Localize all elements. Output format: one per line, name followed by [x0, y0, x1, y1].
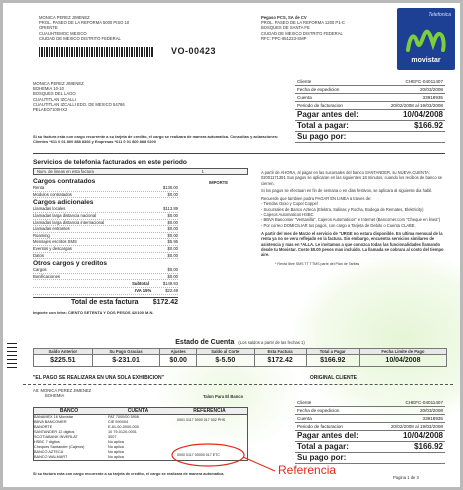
- other-charges-title: Otros cargos y creditos: [33, 260, 108, 268]
- payment-info-list-title: Recuerde que tambien podra PAGAR EN LINEA a traves de:: [261, 196, 372, 202]
- your-payment-row: Su pago por:: [295, 132, 445, 143]
- reference-value-2: 0000 0117 00000 017 ETC: [177, 453, 220, 457]
- stub-name: MONICA PEREZ JIMENEZ: [40, 388, 92, 393]
- bank-row: BANORTE E-61-00-0000-000: [34, 425, 139, 429]
- statement-value: $172.42: [254, 355, 306, 367]
- payment-option: - Sucursales de Banco Azteca (Elektra, Salinas y Rocha, Bodega de Remates, Elektricity): [261, 206, 424, 212]
- sender-line: PROL. PASEO DE LA REFORMA 5000 PISO 10: [39, 20, 130, 26]
- statement-value: 10/04/2008: [359, 355, 446, 367]
- summary-row: Cuenta 33918935: [297, 416, 443, 421]
- bank-row: BANAMEX 16 Movistar PAT 7000/00 5906: [34, 415, 140, 419]
- recipient-line: PELAEO7100HX2: [33, 107, 68, 113]
- amount-header: IMPORTE: [208, 180, 228, 185]
- extra-charges-list: Llamadas locales $113.89 Llamadas larga distancia nacional $0.00 Llamadas larga distancia internacional $0.00 Llamadas entrantes $0.00 Roaming $0.00 Mensajes escritos SMS $5.95 Eventos y descargas $0.00 Datos $0.00: [33, 206, 178, 258]
- fixed-charges-list: Renta $130.00 Modulos contratados $0.00: [33, 185, 178, 197]
- col-header: Ajustes: [160, 349, 197, 355]
- bank-row: HSBC 7 digitos No aplica: [34, 440, 124, 444]
- company-line: PROL. PASEO DE LA REFORMA 1200 P1-C: [261, 20, 345, 26]
- account-statement-title: Estado de Cuenta: [175, 339, 235, 346]
- recipient-line: BOSQUES DEL LAGO: [33, 91, 76, 97]
- sender-line: CUAUHTEMOC MEXICO: [39, 30, 87, 36]
- statement-value: $166.92: [306, 355, 359, 367]
- payment-option: - Cajeros Automaticos HSBC: [261, 212, 314, 218]
- your-payment-row: Su pago por:: [295, 453, 445, 464]
- col-header: Saldo Anterior: [34, 349, 93, 355]
- summary-row: Periodo de facturacion 20/02/2008 al 19/03/2008: [297, 103, 443, 108]
- services-title: Servicios de telefonia facturados en este periodo: [33, 159, 187, 166]
- summary-row: Cliente CHEFC-04011407: [297, 79, 443, 84]
- total-row: Total a pagar: $166.92: [297, 442, 443, 451]
- statement-value: $-5.50: [197, 355, 255, 367]
- payment-info-para: A partir del mes de Marzo el servicio de "URGE no estara disponible. En ultima mensual de la renta ya no se vera reflejado en la factura. Sin embargo, encuentra servicios similares de asistencia y mas en *ALLA. Le invitamos a que conozca todas las funcionalidades llamando desde tu Movistar. Costo $0.00 pesos mas incluido. La llamada se cobrara al costo del tiempo aire.: [261, 230, 444, 258]
- notice-top: Si su factura esta con cargo recurrente a su tarjeta de credito, el cargo se realizara de manera automatica. Consultas y aclaraciones: Clientes *611 0 01 800 888 8366 y Empresas *611 0 01 800 888 0200: [33, 134, 279, 145]
- invoice-page: [3, 3, 460, 487]
- company-line: RFC: PPC-951223-SMP: [261, 35, 307, 41]
- account-statement-subtitle: (Los saldos a partir de las fechas 1): [238, 340, 305, 345]
- extra-charges-title: Cargos adicionales: [33, 199, 94, 207]
- logo-brand: movistar: [411, 57, 441, 64]
- stub-notice: Si su factura esta con cargo recurrente a su tarjeta de credito, el cargo se realizara de manera automatica.: [33, 472, 225, 476]
- bank-row: BBVA BANCOMER CIE 590004: [34, 420, 129, 424]
- due-date-row: Pagar antes del: 10/04/2008: [297, 110, 443, 119]
- original-client-label: ORIGINAL CLIENTE: [309, 375, 357, 381]
- stub-line: BOHEMIA: [45, 393, 65, 399]
- bank-col-header: CUENTA: [127, 408, 149, 414]
- subtotals: Subtotal $149.93 IVA 15% $22.49: [33, 281, 178, 294]
- recipient-name: MONICA PEREZ JIMENEZ: [33, 81, 84, 86]
- col-header: Fecha Limite de Pago: [359, 349, 446, 355]
- payment-info-footnote: * Renta libre SMS TT TTMS parte del Plan de Tarifas: [275, 262, 360, 267]
- reference-value: 0001 0117 0000 017 002 PHS: [177, 418, 226, 422]
- total-row: Total a pagar: $166.92: [297, 121, 443, 130]
- company-name: Pegaso PCS, SA de CV: [261, 15, 307, 20]
- recipient-line: CUAUTITLAN IZCALLI: [33, 96, 76, 102]
- payment-info-para: Si los pagos se efectuan en fin de semana o en dias festivos, se aplicara al siguiente dia habil.: [261, 187, 433, 193]
- logo-tagline: Telefonica: [428, 12, 451, 18]
- page-number: Pagina 1 de 3: [393, 475, 419, 480]
- summary-row: Cliente CHEFC-04011407: [297, 400, 443, 405]
- annotation-label: Referencia: [278, 463, 337, 477]
- due-date-row: Pagar antes del: 10/04/2008: [297, 431, 443, 440]
- services-line-count: Num. de lineas en esta factura 1: [33, 168, 248, 175]
- single-payment-notice: "EL PAGO SE REALIZARA EN UNA SOLA EXHIBICION": [33, 375, 164, 381]
- annotation-overlay: [3, 3, 460, 487]
- company-line: CIUDAD DE MEXICO DISTRITO FEDERAL: [261, 30, 343, 36]
- statement-value: $225.51: [34, 355, 93, 367]
- other-charges-list: Cargos $0.00 Bonificaciones $0.00: [33, 267, 178, 279]
- bank-col-header: BANCO: [59, 408, 79, 414]
- col-header: Su Pago Gracias: [92, 349, 160, 355]
- sender-line: ORIENTE: [39, 25, 58, 31]
- summary-row: Fecha de expedicion 20/03/2008: [297, 408, 443, 413]
- col-header: Esta Factura: [254, 349, 306, 355]
- annotation-ellipse: [172, 444, 244, 466]
- payment-option: - Por correo DOMICILIAR tus pagos, con cargo a Tarjeta de Debito o Cuenta CLABE.: [261, 222, 416, 228]
- payment-info-para: A partir de AHORA, al pagar en las sucursales del banco SANTANDER, su NUEVA CUENTA: 02001171391 Sus pagos se aplicaran en las siguientes 18 minutos, cuando los recibos de banco se cierren.: [261, 170, 443, 186]
- bank-row: SCOTIABANK INVERLAT 3007: [34, 435, 117, 439]
- col-header: Total a Pagar: [306, 349, 359, 355]
- bank-row: SANTANDER 12 digitos 10 79-0120-0001: [34, 430, 137, 434]
- summary-row: Cuenta 33918935: [297, 95, 443, 100]
- stub-header: Talon Para El Banco: [203, 394, 244, 399]
- col-header: Saldo al Corte: [197, 349, 255, 355]
- recipient-line: BOHEMIA 10-10: [33, 86, 64, 92]
- company-line: BOSQUES DE SANTA FE: [261, 25, 310, 31]
- summary-row: Periodo de facturacion 20/02/2008 al 19/03/2008: [297, 424, 443, 429]
- payment-option: - Tiendas Oxxo y Copel Coppel: [261, 201, 318, 207]
- summary-row: Fecha de expedicion 20/03/2008: [297, 87, 443, 92]
- stub-name-label: Att:: [33, 388, 40, 393]
- recipient-line: CUAUTITLAN IZCALLI EDO. DE MEXICO 54766: [33, 101, 125, 107]
- bank-col-header: REFERENCIA: [193, 408, 226, 414]
- sender-line: CIUDAD DE MEXICO DISTRITO FEDERAL: [39, 35, 121, 41]
- statement-value: $0.00: [160, 355, 197, 367]
- bank-row: BANCO AZTECA No aplica: [34, 450, 124, 454]
- bank-row: Cheques Santander (Cajeros) No aplica: [34, 445, 124, 449]
- document-number: VO-00423: [171, 46, 217, 56]
- invoice-total-row: Total de esta factura $172.42: [33, 297, 178, 306]
- sender-name: MONICA PEREZ JIMENEZ: [39, 15, 90, 20]
- annotation-arrow: [243, 457, 275, 471]
- bank-row: BANCO WALMART No aplica: [34, 455, 124, 459]
- amount-in-words: Importe con letra: CIENTO SETENTA Y DOS PESOS 42/100 M.N.: [33, 309, 154, 315]
- payment-option: - BBVA Bancomer "Ventanilla", Cajeros Automaticos" e Internet (Bancomer.com "Cheque en linea"): [261, 217, 441, 223]
- statement-value: $-231.01: [92, 355, 160, 367]
- fixed-charges-title: Cargos contratados: [33, 178, 96, 186]
